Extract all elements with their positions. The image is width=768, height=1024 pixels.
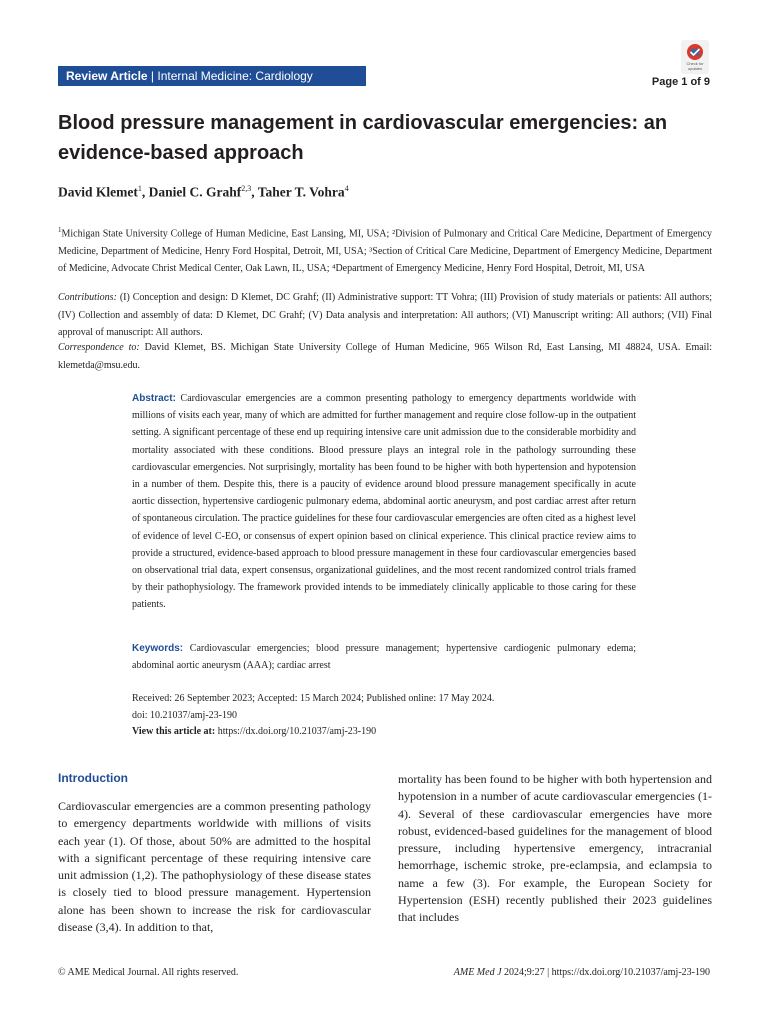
correspondence: Correspondence to: David Klemet, BS. Michigan State University College of Human Medicine, 965 Wilson Rd, East Lansing, MI 48824, USA. Email: klemetda@msu.edu. [58,342,712,371]
author-name: Taher T. Vohra [257,184,345,200]
keywords-label: Keywords: [132,643,184,654]
keywords: Keywords: Cardiovascular emergencies; blood pressure management; hypertensive cardiogenic pulmonary edema; abdominal aortic aneurysm (AAA); cardiac arrest [132,643,636,671]
doi: doi: 10.21037/amj-23-190 [132,709,237,721]
abstract-label: Abstract: [132,393,176,404]
publication-dates [132,691,636,741]
article-title: Blood pressure management in cardiovascular emergencies: an evidence-based approach [58,112,668,164]
received-dates: Received: 26 September 2023; Accepted: 15 March 2024; Published online: 17 May 2024. [132,693,495,704]
abstract-text: Cardiovascular emergencies are a common presenting pathology to emergency departments worldwide with millions of visits each year, many of which are admitted for further management and require close follow-up in the outpatient setting. A significant percentage of these end up requiring intensive care unit admission due to the considerable morbidity and mortality associated with these conditions. Blood pressure plays an integral role in the pathology surrounding these cardiovascular emergencies. Not surprisingly, mortality has been found to be higher with both hypertension and hypotension in a number of them. Despite this, there is a paucity of evidence around blood pressure management specifically in acute aortic dissection, hypertensive cardiogenic pulmonary edema, abdominal aortic aneurysm, and post cardiac arrest after return of spontaneous circulation. The practice guidelines for these four cardiovascular emergencies are often cited as a highest level of evidence of level C-EO, or consensus of expert opinion based on clinical experience. This clinical practice review aims to provide a structured, evidence-based approach to blood pressure management in these four cardiovascular emergencies based on observational trial data, expert consensus, organizational guidelines, and the most recent randomized control trials framed by their pathophysiology. The framework provided intends to be immediately clinically applicable to those caring for these patients. [132,393,636,611]
body-text-right-column: mortality has been found to be higher with both hypertension and hypotension in a number of acute cardiovascular emergencies (1-4). Several of these cardiovascular emergencies have more robust, evidenced-based guidelines for the management of blood pressure, including hypertensive emergency, intracranial hemorrhage, ischemic stroke, pre-eclampsia, and eclampsia to name a few (3). For example, the European Society for Hypertension (ESH) recently published their 2023 guidelines that includes [398,772,712,925]
footer-copyright: © AME Medical Journal. All rights reserved. [58,967,239,978]
footer-citation: AME Med J 2024;9:27 | https://dx.doi.org/10.21037/amj-23-190 [453,967,710,978]
check-for-updates-icon[interactable]: Check for updates [678,40,712,74]
article-type: Review Article [66,69,148,83]
affiliations: $^1$Michigan State University College of Human Medicine, East Lansing, MI, USA; ²Division of Pulmonary and Critical Care Medicine, Department of Emergency Medicine, Department of Medicine, Henry Ford Hospital, Detroit, MI, USA; ³Section of Critical Care Medicine, Department of Emergency Medicine, Department of Medicine, Advocate Christ Medical Center, Oak Lawn, IL, USA; ⁴Department of Emergency Medicine, Henry Ford Hospital, Detroit, MI, USA [58,226,712,275]
article-category: | Internal Medicine: Cardiology [147,69,313,83]
author-list: David Klemet$^1$, Daniel C. Grahf$^{2,3}$, Taher T. Vohra$^4$ [58,184,349,200]
article-type-banner [58,66,366,86]
author-name: David Klemet [58,184,138,200]
section-heading-introduction: Introduction [58,771,128,785]
author-name: Daniel C. Grahf [148,184,242,200]
page-number: Page 1 of 9 [651,76,710,88]
abstract [132,390,636,614]
body-text-left-column: Cardiovascular emergencies are a common presenting pathology to emergency departments worldwide with millions of visits each year (1). Of those, about 50% are admitted to the hospital with a significant percentage of these requiring intensive care unit admission (1,2). The pathophysiology of these disease states is closely tied to blood pressure management. Hypertension alone has been shown to increase the risk for cardiovascular disease (3,4). In addition to that, [58,799,371,935]
article-link[interactable]: View this article at: https://dx.doi.org/10.21037/amj-23-190 [132,726,377,737]
contributions: Contributions: (I) Conception and design: D Klemet, DC Grahf; (II) Administrative support: TT Vohra; (III) Provision of study materials or patients: All authors; (IV) Collection and assembly of data: D Klemet, DC Grahf; (V) Data analysis and interpretation: All authors; (VI) Manuscript writing: All authors; (VII) Final approval of manuscript: All authors. [58,292,712,338]
